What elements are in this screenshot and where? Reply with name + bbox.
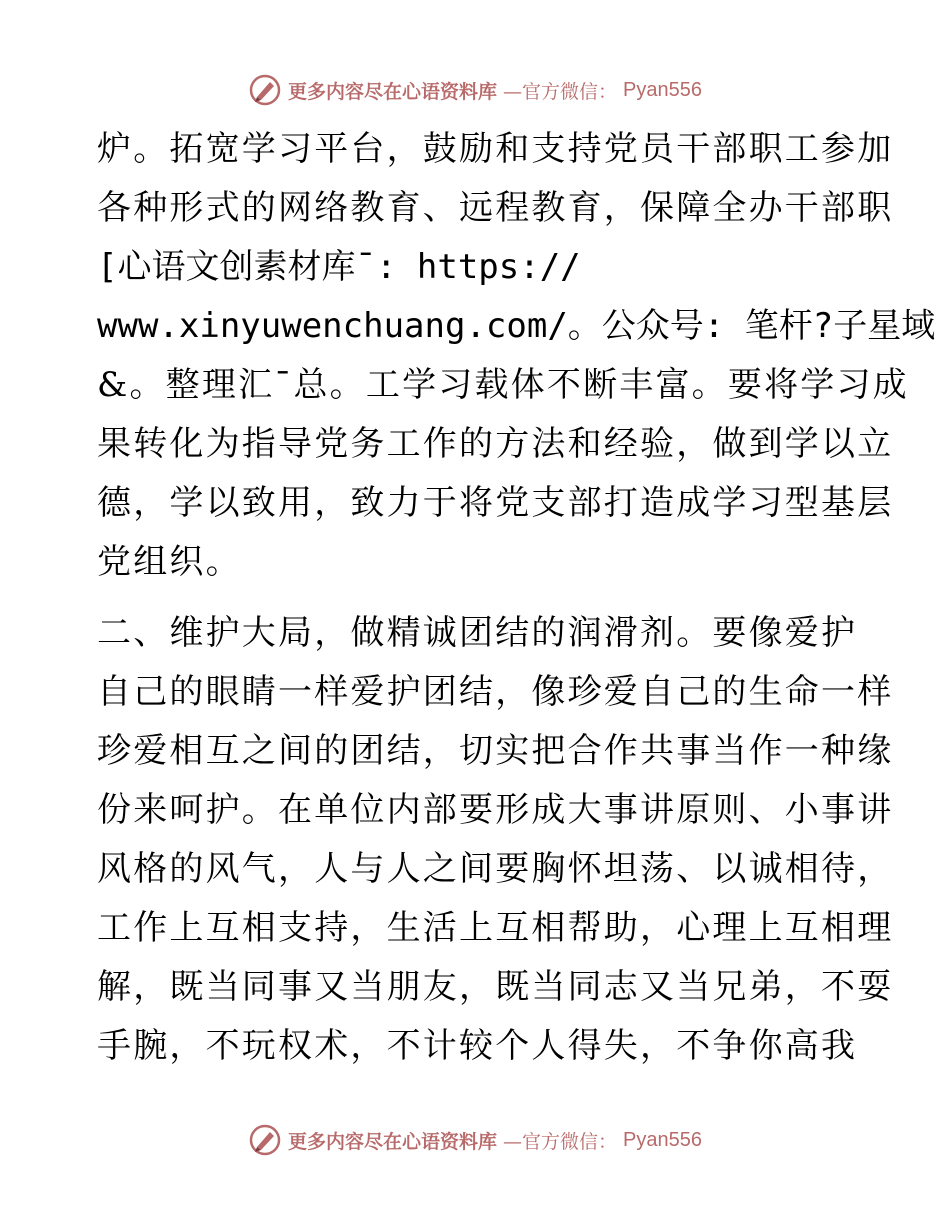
- document-body: [97, 120, 936, 1076]
- pen-logo-icon: [248, 73, 282, 107]
- text-line: 解，既当同事又当朋友，既当同志又当兄弟，不耍: [97, 967, 894, 1007]
- footer-watermark-banner: [0, 1120, 950, 1160]
- header-banner-separator: —官方微信：: [503, 80, 618, 103]
- header-banner-text: 更多内容尽在心语资料库: [288, 80, 498, 103]
- paragraph-1: [97, 120, 936, 592]
- paragraph-gap: [97, 592, 857, 604]
- text-line: www.xinyuwenchuang.com/。公众号: 笔杆?子星域: [97, 306, 936, 346]
- header-watermark-banner: [0, 70, 950, 110]
- text-line: 份来呵护。在单位内部要形成大事讲原则、小事讲: [97, 790, 894, 830]
- footer-banner-wechat-id: Pyan556: [623, 1128, 702, 1151]
- text-line: 自己的眼睛一样爱护团结，像珍爱自己的生命一样: [97, 672, 894, 712]
- text-line: 工作上互相支持，生活上互相帮助，心理上互相理: [97, 908, 894, 948]
- text-line: 党组织。: [97, 542, 242, 582]
- text-line: 果转化为指导党务工作的方法和经验，做到学以立: [97, 424, 894, 464]
- text-line: [心语文创素材库¯: https://: [97, 247, 581, 287]
- text-line: 德，学以致用，致力于将党支部打造成学习型基层: [97, 483, 894, 523]
- footer-banner-text: 更多内容尽在心语资料库: [288, 1130, 498, 1153]
- text-line: 手腕，不玩权术，不计较个人得失，不争你高我: [97, 1026, 858, 1066]
- footer-banner-separator: —官方微信：: [503, 1130, 618, 1153]
- pen-logo-icon: [248, 1123, 282, 1157]
- text-line: 珍爱相互之间的团结，切实把合作共事当作一种缘: [97, 731, 894, 771]
- text-line: 各种形式的网络教育、远程教育，保障全办干部职: [97, 188, 894, 228]
- text-line: 二、维护大局，做精诚团结的润滑剂。要像爱护: [97, 613, 858, 653]
- text-line: 风格的风气，人与人之间要胸怀坦荡、以诚相待，: [97, 849, 894, 889]
- text-line: 炉。拓宽学习平台，鼓励和支持党员干部职工参加: [97, 129, 894, 169]
- text-line: &。整理汇¯总。工学习载体不断丰富。要将学习成: [97, 365, 909, 405]
- header-banner-wechat-id: Pyan556: [623, 78, 702, 101]
- paragraph-2: [97, 604, 894, 1076]
